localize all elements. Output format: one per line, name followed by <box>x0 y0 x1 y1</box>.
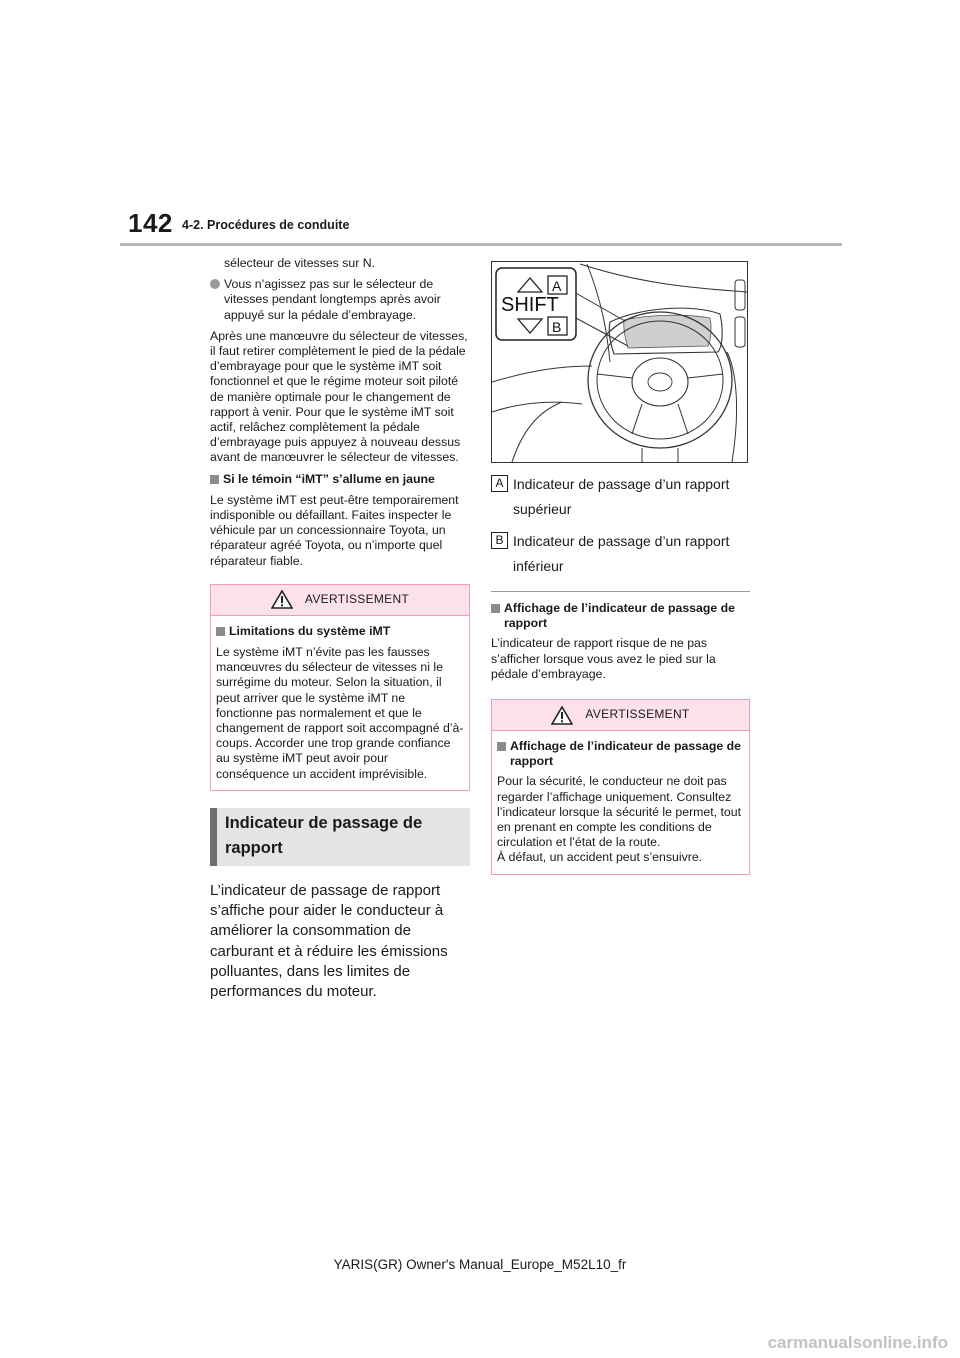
subheading-text: Affichage de l’indicateur de passage de rapport <box>504 601 735 631</box>
subheading-indicator-display <box>491 601 750 631</box>
legend-key: B <box>491 532 508 549</box>
square-bullet-icon <box>210 475 219 484</box>
warning-box <box>210 584 470 791</box>
square-bullet-icon <box>497 742 506 751</box>
legend-text-line2: supérieur <box>513 501 572 517</box>
warning-subheading <box>497 739 744 769</box>
section-title-band <box>210 808 470 866</box>
continued-text: sélecteur de vitesses sur N. <box>224 256 376 270</box>
legend-item-b <box>491 530 750 577</box>
warning-triangle-icon <box>551 706 573 725</box>
section-header: 4-2. Procédures de conduite <box>182 218 350 232</box>
warning-box <box>491 699 750 875</box>
watermark: carmanualsonline.info <box>767 1333 948 1352</box>
warning-subheading <box>216 624 464 640</box>
square-bullet-icon <box>491 604 500 613</box>
body-paragraph: Après une manœuvre du sélecteur de vitesses, il faut retirer complètement le pied de la pédale d’embrayage pour que le système iMT soit fonctionnel et que le régime moteur soit piloté de manière optimale pour le changement de rapport à venir. Pour que le système iMT soit actif, relâchez complètement la pédale d’embrayage puis appuyez à nouveau dessus avant de manœuvrer le sélecteur de vitesses. <box>210 328 468 465</box>
dashboard-illustration <box>491 261 748 463</box>
body-paragraph: Le système iMT est peut-être temporairement indisponible ou défaillant. Faites inspecter le véhicule par un concessionnaire Toyota, un réparateur agréé Toyota, ou n’importe quel réparateur fiable. <box>210 492 459 568</box>
legend-key: A <box>491 475 508 492</box>
steering-wheel-illustration <box>492 262 747 462</box>
body-paragraph: L’indicateur de rapport risque de ne pas s’afficher lorsque vous avez le pied sur la pédale d’embrayage. <box>491 636 716 681</box>
warning-header <box>211 585 469 616</box>
continued-bullet <box>210 256 470 271</box>
legend-text-line2: inférieur <box>513 558 564 574</box>
left-column <box>210 256 470 1002</box>
title-accent-bar <box>210 808 217 866</box>
warning-header <box>492 700 749 731</box>
callout-label-a: A <box>552 278 562 294</box>
right-column <box>491 261 750 875</box>
warning-title: AVERTISSEMENT <box>304 592 410 607</box>
legend-text: Indicateur de passage d’un rapport <box>513 476 730 492</box>
warning-heading: Affichage de l’indicateur de passage de rapport <box>510 739 741 769</box>
warning-triangle-icon <box>271 590 293 609</box>
subheading-imt-warning-light <box>210 472 470 488</box>
shift-label: SHIFT <box>501 294 559 316</box>
legend-item-a <box>491 473 750 520</box>
warning-heading: Limitations du système iMT <box>229 623 391 638</box>
divider <box>491 591 750 592</box>
warning-body: Le système iMT n’évite pas les fausses manœuvres du sélecteur de vitesses ni le surrégime du moteur. Selon la situation, il peut arriver que le système iMT ne fonctionne pas normalement et que le changement de rapport soit accompagné d’à-coups. Accorder une trop grande confiance au système iMT peut avoir pour conséquence un accident imprévisible. <box>216 645 464 781</box>
warning-body: Pour la sécurité, le conducteur ne doit pas regarder l’affichage uniquement. Consultez l’indicateur lorsque la sécurité le permet, tout en prenant en compte les conditions de circulation et l’état de la route. <box>497 774 742 850</box>
subheading-text: Si le témoin “iMT” s’allume en jaune <box>223 471 435 486</box>
section-title: Indicateur de passage de rapport <box>225 813 423 857</box>
page-number: 142 <box>128 208 173 238</box>
warning-title: AVERTISSEMENT <box>585 707 690 722</box>
footer-manual-id: YARIS(GR) Owner's Manual_Europe_M52L10_fr <box>333 1257 627 1272</box>
bullet-item <box>210 277 470 323</box>
callout-label-b: B <box>552 319 562 335</box>
header-rule <box>120 243 842 246</box>
legend-text: Indicateur de passage d’un rapport <box>513 533 730 549</box>
warning-body-end: À défaut, un accident peut s’ensuivre. <box>497 850 703 865</box>
bullet-dot-icon <box>210 279 220 289</box>
intro-paragraph: L’indicateur de passage de rapport s’affiche pour aider le conducteur à améliorer la consommation de carburant et à réduire les émissions polluantes, dans les limites de performances du moteur. <box>210 881 448 1000</box>
bullet-text: Vous n’agissez pas sur le sélecteur de vitesses pendant longtemps après avoir appuyé sur la pédale d’embrayage. <box>224 277 441 322</box>
square-bullet-icon <box>216 627 225 636</box>
